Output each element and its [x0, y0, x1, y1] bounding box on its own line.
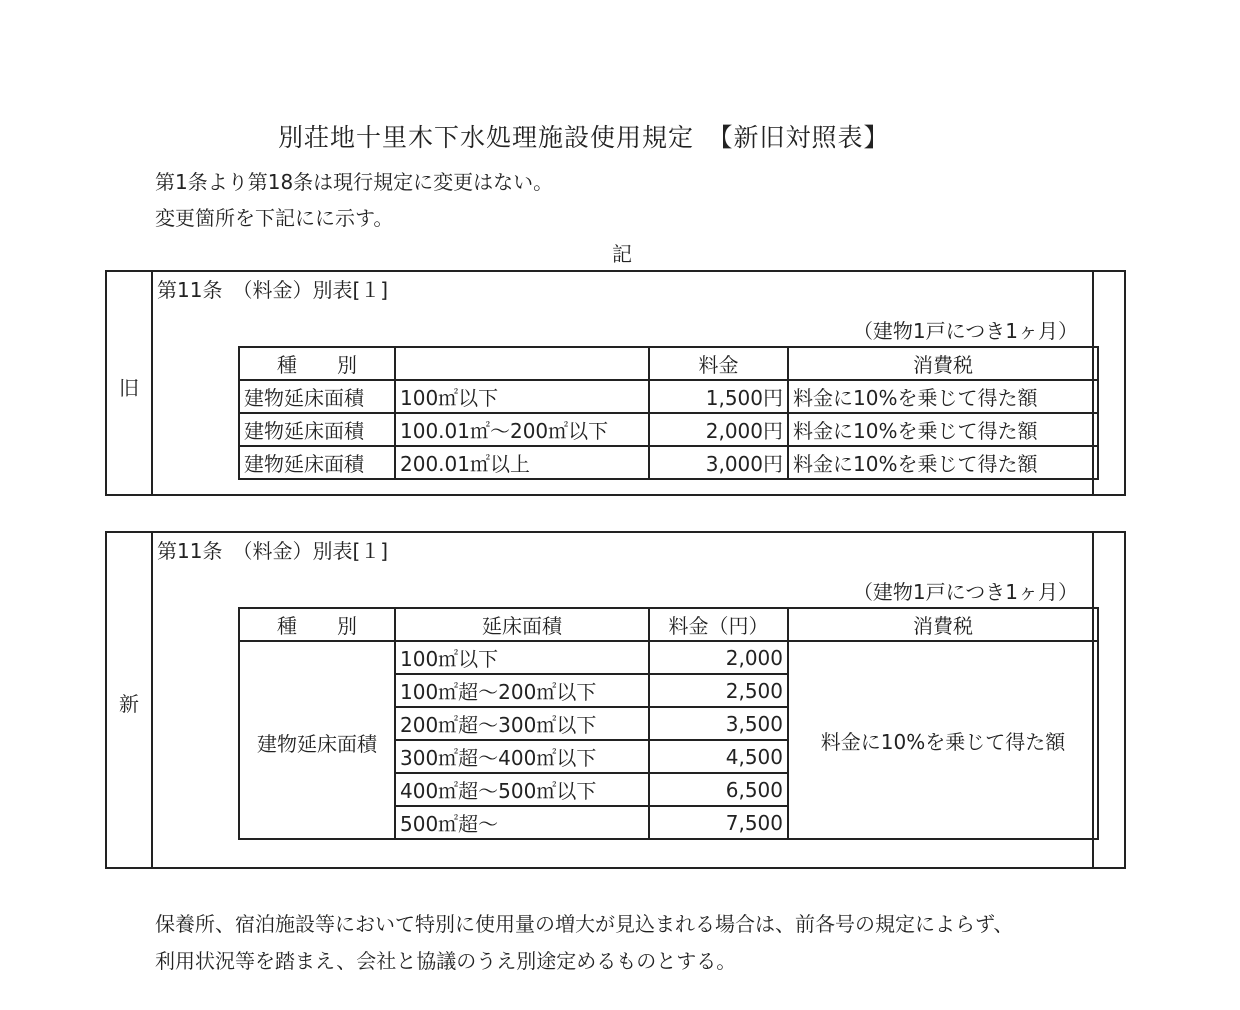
new-cell-fee: 4,500	[649, 740, 788, 773]
new-cell-fee: 2,500	[649, 674, 788, 707]
intro-line-1: 第1条より第18条は現行規定に変更はない。	[155, 170, 554, 194]
new-side-label: 新	[119, 692, 139, 716]
old-article: 第11条 （料金）別表[１]	[157, 278, 389, 302]
new-cell-area: 100㎡以下	[395, 641, 649, 674]
new-article: 第11条 （料金）別表[１]	[157, 539, 389, 563]
old-cell-type: 建物延床面積	[239, 413, 395, 446]
old-cell-tax: 料金に10%を乗じて得た額	[788, 446, 1098, 479]
new-header-row	[239, 608, 1098, 641]
old-header-type: 種 別	[239, 347, 395, 380]
new-tax-cell: 料金に10%を乗じて得た額	[788, 641, 1098, 839]
table-row	[239, 413, 1098, 446]
new-header-type: 種 別	[239, 608, 395, 641]
new-cell-area: 200㎡超～300㎡以下	[395, 707, 649, 740]
new-section	[105, 531, 1126, 869]
old-cell-tax: 料金に10%を乗じて得た額	[788, 413, 1098, 446]
table-row	[239, 446, 1098, 479]
old-cell-area: 100.01㎡～200㎡以下	[395, 413, 649, 446]
old-cell-fee: 2,000円	[649, 413, 788, 446]
new-cell-area: 300㎡超～400㎡以下	[395, 740, 649, 773]
old-cell-type: 建物延床面積	[239, 380, 395, 413]
old-cell-area: 100㎡以下	[395, 380, 649, 413]
old-unit-note: （建物1戸につき1ヶ月）	[852, 319, 1078, 343]
intro-line-2: 変更箇所を下記にに示す。	[155, 206, 394, 230]
new-cell-fee: 2,000	[649, 641, 788, 674]
table-row	[239, 641, 1098, 674]
ki-label: 記	[612, 242, 632, 266]
new-cell-area: 400㎡超～500㎡以下	[395, 773, 649, 806]
old-cell-tax: 料金に10%を乗じて得た額	[788, 380, 1098, 413]
new-header-fee: 料金（円）	[649, 608, 788, 641]
new-fee-table	[238, 607, 1099, 840]
footer-line-2: 利用状況等を踏まえ、会社と協議のうえ別途定めるものとする。	[155, 949, 737, 973]
new-header-area: 延床面積	[395, 608, 649, 641]
old-fee-table	[238, 346, 1099, 480]
new-cell-fee: 6,500	[649, 773, 788, 806]
old-cell-type: 建物延床面積	[239, 446, 395, 479]
new-cell-fee: 7,500	[649, 806, 788, 839]
old-header-row	[239, 347, 1098, 380]
old-cell-area: 200.01㎡以上	[395, 446, 649, 479]
table-row	[239, 380, 1098, 413]
old-section	[105, 270, 1126, 496]
page-title: 別荘地十里木下水処理施設使用規定 【新旧対照表】	[278, 123, 890, 152]
old-header-area	[395, 347, 649, 380]
old-header-tax: 消費税	[788, 347, 1098, 380]
new-header-tax: 消費税	[788, 608, 1098, 641]
new-cell-fee: 3,500	[649, 707, 788, 740]
old-cell-fee: 3,000円	[649, 446, 788, 479]
footer-line-1: 保養所、宿泊施設等において特別に使用量の増大が見込まれる場合は、前各号の規定によらず、	[155, 912, 1014, 936]
new-unit-note: （建物1戸につき1ヶ月）	[852, 580, 1078, 604]
new-category-cell: 建物延床面積	[239, 641, 395, 839]
new-cell-area: 100㎡超～200㎡以下	[395, 674, 649, 707]
old-side-label: 旧	[119, 376, 139, 400]
old-header-fee: 料金	[649, 347, 788, 380]
new-cell-area: 500㎡超～	[395, 806, 649, 839]
old-cell-fee: 1,500円	[649, 380, 788, 413]
